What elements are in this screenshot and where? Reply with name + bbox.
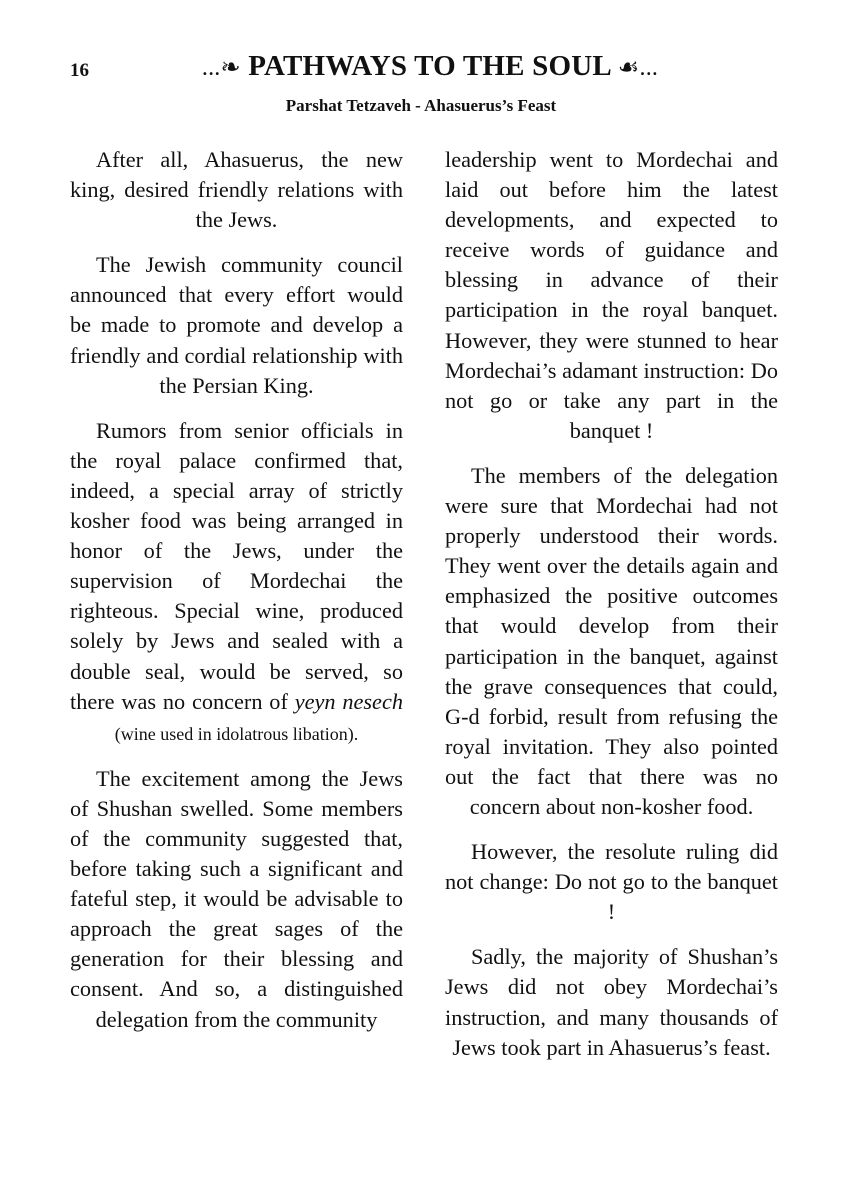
italic-term: yeyn nesech (294, 688, 403, 714)
paragraph: The excitement among the Jews of Shushan swelled. Some members of the community suggested that, before taking such a significant and fateful step, it would be advisable to approach the great sages of the generation for their blessing and consent. And so, a distinguished delegation from the community (70, 765, 403, 1032)
chapter-subtitle-text: Parshat Tetzaveh - Ahasuerus’s Feast (285, 96, 557, 115)
paragraph: However, the resolute ruling did not change: Do not go to the banquet ! (445, 839, 778, 925)
left-column (70, 145, 403, 1050)
ornament-right-icon: ☙... (617, 55, 659, 81)
parenthetical-note: (wine used in idolatrous libation). (114, 723, 359, 744)
paragraph: Sadly, the majority of Shushan’s Jews did not obey Mordechai’s instruction, and many thousands of Jews took part in Ahasuerus’s feast. (445, 944, 778, 1060)
paragraph: leadership went to Mordechai and laid out before him the latest developments, and expected to receive words of guidance and blessing in advance of their participation in the royal banquet. However, they were stunned to hear Mordechai’s adamant instruction: Do not go or take any part in the banquet ! (445, 147, 778, 443)
running-header (130, 50, 730, 83)
ornament-left-icon: ...❧ (201, 55, 241, 81)
paragraph: After all, Ahasuerus, the new king, desired friendly relations with the Jews. (70, 147, 403, 233)
book-title: PATHWAYS TO THE SOUL (248, 50, 611, 82)
page-number: 16 (70, 60, 89, 81)
paragraph: The members of the delegation were sure that Mordechai had not properly understood their words. They went over the details again and emphasized the positive outcomes that would develop from their participation in the banquet, against the grave consequences that could, G-d forbid, result from refusing the royal invitation. They also pointed out the fact that there was no concern about non-kosher food. (445, 462, 778, 819)
paragraph (70, 416, 403, 749)
paragraph: The Jewish community council announced that every effort would be made to promote and develop a friendly and cordial relationship with the Persian King. (70, 252, 403, 398)
right-column (445, 145, 778, 1078)
paragraph-text: Rumors from senior officials in the royal palace confirmed that, indeed, a special array of strictly kosher food was being arranged in honor of the Jews, under the supervision of Mordechai the righteous. Special wine, produced solely by Jews and sealed with a double seal, would be served, so there was no concern of (70, 417, 403, 714)
chapter-subtitle (0, 96, 846, 116)
